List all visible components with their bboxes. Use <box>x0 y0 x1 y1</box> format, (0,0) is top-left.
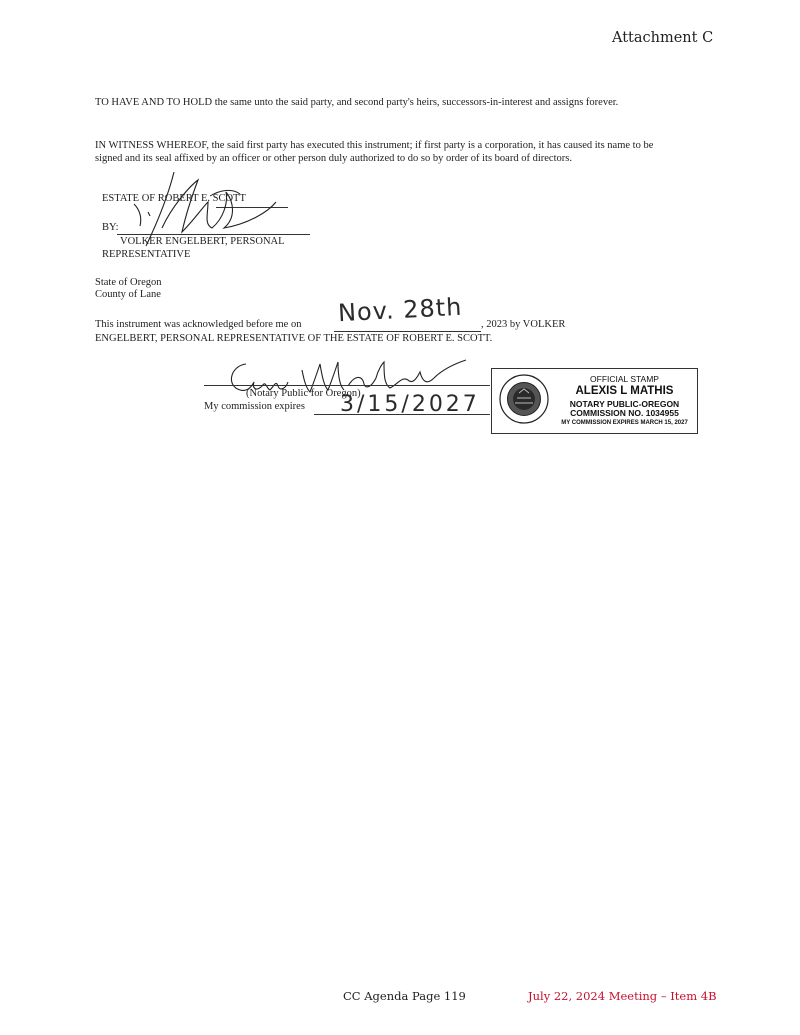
signer-name: VOLKER ENGELBERT, PERSONAL <box>120 236 285 247</box>
notary-public-label: (Notary Public for Oregon) <box>246 388 361 399</box>
footer-meeting-item: July 22, 2024 Meeting – Item 4B <box>528 989 717 1003</box>
stamp-notary-public: NOTARY PUBLIC-OREGON <box>569 399 680 409</box>
footer-page-number: CC Agenda Page 119 <box>343 989 466 1003</box>
grantor-signature <box>128 166 278 252</box>
witness-paragraph: IN WITNESS WHEREOF, the said first party has executed this instrument; if first party is a corporation, it has caused its name to be signed and its seal affixed by an officer or other person duly authorized to do so by order of its board of directors. <box>95 140 654 164</box>
stamp-commission-number: COMMISSION NO. 1034955 <box>570 408 679 418</box>
handwritten-date: Nov. 28th <box>337 292 464 328</box>
acknowledgment-suffix: , 2023 by VOLKER <box>481 319 566 330</box>
acknowledgment-prefix: This instrument was acknowledged before me on <box>95 319 302 330</box>
acknowledgment-date-line <box>334 331 481 332</box>
estate-line: ESTATE OF ROBERT E. SCOTT <box>102 193 246 204</box>
stamp-notary-name: ALEXIS L MATHIS <box>575 385 674 397</box>
handwritten-expiration: 3/15/2027 <box>340 392 480 417</box>
attachment-label: Attachment C <box>612 30 714 46</box>
state-line: State of Oregon <box>95 277 162 288</box>
acknowledgment-line-2: ENGELBERT, PERSONAL REPRESENTATIVE OF THE ESTATE OF ROBERT E. SCOTT. <box>95 333 493 344</box>
notary-signature-line <box>204 385 490 386</box>
by-label: BY: <box>102 222 119 233</box>
habendum-paragraph: TO HAVE AND TO HOLD the same unto the said party, and second party's heirs, successors-in-interest and assigns forever. <box>95 97 619 108</box>
official-stamp <box>491 368 698 434</box>
stamp-title: OFFICIAL STAMP <box>590 374 659 384</box>
stamp-expiration: MY COMMISSION EXPIRES MARCH 15, 2027 <box>561 420 688 426</box>
signer-title: REPRESENTATIVE <box>102 249 191 260</box>
county-line: County of Lane <box>95 289 161 300</box>
state-seal-icon <box>498 373 550 425</box>
commission-label: My commission expires <box>204 401 305 412</box>
